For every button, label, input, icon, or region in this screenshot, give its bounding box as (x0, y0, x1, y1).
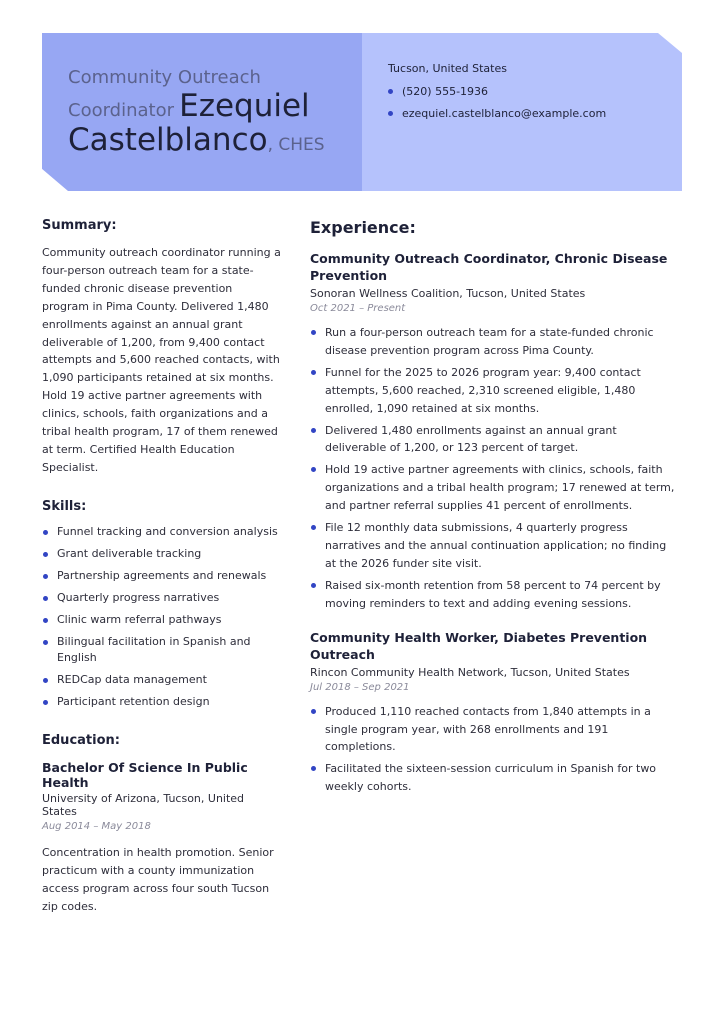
job-dates: Oct 2021 – Present (310, 303, 406, 314)
skill-item (42, 634, 282, 667)
job-company: Sonoran Wellness Coalition, Tucson, United States (310, 287, 586, 300)
job-bullets (310, 703, 680, 797)
bullet-icon (43, 530, 48, 535)
education-dates: Aug 2014 – May 2018 (42, 820, 151, 832)
job-bullet (310, 703, 680, 757)
bullet-icon (311, 370, 316, 375)
contact-info (388, 62, 606, 129)
skill-item (42, 612, 282, 629)
skill-label: REDCap data management (57, 673, 207, 687)
summary-heading: Summary: (42, 218, 117, 233)
job-bullet (310, 519, 680, 573)
bullet-icon (311, 583, 316, 588)
bullet-icon (311, 709, 316, 714)
job-company: Rincon Community Health Network, Tucson, United States (310, 665, 630, 679)
bullet-text: Funnel for the 2025 to 2026 program year: 9,400 contact attempts, 5,600 reached, 2,310 screened eligible, 1,480 enrolled, 1,090 retained at six months. (325, 365, 641, 415)
skill-label: Bilingual facilitation in Spanish and English (57, 634, 251, 665)
education-description: Concentration in health promotion. Senior practicum with a county immunization access program across four south Tucson zip codes. (42, 845, 274, 913)
bullet-icon (311, 525, 316, 530)
education-heading: Education: (42, 732, 120, 748)
bullet-text: File 12 monthly data submissions, 4 quarterly progress narratives and the annual continuation application; no finding at the 2026 funder site visit. (325, 521, 667, 570)
bullet-icon (43, 700, 48, 705)
bullet-icon (43, 678, 48, 683)
skill-item (42, 694, 282, 711)
bullet-icon (311, 467, 316, 472)
job-bullets (310, 324, 680, 613)
skills-list (42, 524, 282, 711)
skill-label: Quarterly progress narratives (57, 590, 220, 604)
left-column (42, 218, 282, 915)
email-item[interactable] (388, 107, 606, 120)
experience-heading: Experience: (310, 218, 416, 237)
role-title: Community Outreach Coordinator (68, 67, 261, 122)
job-title: Community Health Worker, Diabetes Prevention Outreach (310, 629, 648, 662)
skill-label: Grant deliverable tracking (57, 546, 202, 560)
skill-item (42, 590, 282, 607)
skill-label: Funnel tracking and conversion analysis (57, 524, 278, 538)
bullet-icon (43, 596, 48, 601)
bullet-icon (43, 574, 48, 579)
skill-item (42, 524, 282, 541)
summary-section (42, 218, 282, 477)
job-bullet (310, 577, 680, 613)
bullet-icon (311, 428, 316, 433)
skill-label: Partnership agreements and renewals (57, 568, 267, 582)
skills-section (42, 499, 282, 711)
candidate-name: Ezequiel Castelblanco (68, 88, 310, 159)
skill-item (42, 546, 282, 563)
job-bullet (310, 422, 680, 458)
skill-item (42, 568, 282, 585)
bullet-text: Raised six-month retention from 58 percent to 74 percent by moving reminders to text and adding evening sessions. (325, 578, 661, 610)
job-entry (310, 250, 680, 613)
bullet-icon (43, 640, 48, 645)
name-block (68, 66, 353, 158)
job-title: Community Outreach Coordinator, Chronic Disease Prevention (310, 251, 668, 283)
bullet-icon (388, 89, 393, 94)
bullet-text: Delivered 1,480 enrollments against an annual grant deliverable of 1,200, or 123 percent of target. (325, 423, 617, 455)
job-dates: Jul 2018 – Sep 2021 (310, 681, 410, 693)
skill-item (42, 672, 282, 689)
bullet-icon (43, 552, 48, 557)
skills-heading: Skills: (42, 498, 87, 514)
bullet-icon (43, 618, 48, 623)
summary-text: Community outreach coordinator running a four-person outreach team for a state-funded chronic disease prevention program in Pima County. Delivered 1,480 enrollments against an annual grant deliverable of 1,200, from 9,400 contact attempts and 5,600 reached contacts, with 1,090 participants retained at six months. Hold 19 active partner agreements with clinics, schools, faith organizations and a tribal health program, 17 of them renewed at term. Certified Health Education Specialist. (42, 246, 281, 474)
bullet-text: Produced 1,110 reached contacts from 1,840 attempts in a single program year, with 268 enrollments and 191 completions. (325, 704, 651, 754)
bullet-icon (388, 111, 393, 116)
location: Tucson, United States (388, 62, 507, 75)
skill-label: Participant retention design (57, 695, 210, 709)
bullet-icon (311, 766, 316, 771)
phone-item (388, 85, 606, 98)
education-section (42, 733, 282, 916)
job-bullet (310, 760, 680, 796)
job-bullet (310, 461, 680, 515)
credential: , CHES (267, 135, 325, 156)
bullet-text: Run a four-person outreach team for a state-funded chronic disease prevention program across Pima County. (325, 326, 654, 357)
right-column (310, 218, 680, 800)
job-entry (310, 629, 680, 797)
bullet-text: Hold 19 active partner agreements with clinics, schools, faith organizations and a tribal health program; 17 renewed at term, and partner referral supplies 41 percent of enrollments. (325, 463, 675, 513)
skill-label: Clinic warm referral pathways (57, 612, 222, 626)
job-bullet (310, 364, 680, 418)
degree: Bachelor Of Science In Public Health (42, 759, 248, 790)
email-link[interactable]: ezequiel.castelblanco@example.com (402, 107, 607, 120)
phone: (520) 555-1936 (402, 85, 489, 98)
bullet-icon (311, 330, 316, 335)
bullet-text: Facilitated the sixteen-session curriculum in Spanish for two weekly cohorts. (325, 762, 657, 794)
job-bullet (310, 324, 680, 360)
school: University of Arizona, Tucson, United States (42, 791, 245, 818)
